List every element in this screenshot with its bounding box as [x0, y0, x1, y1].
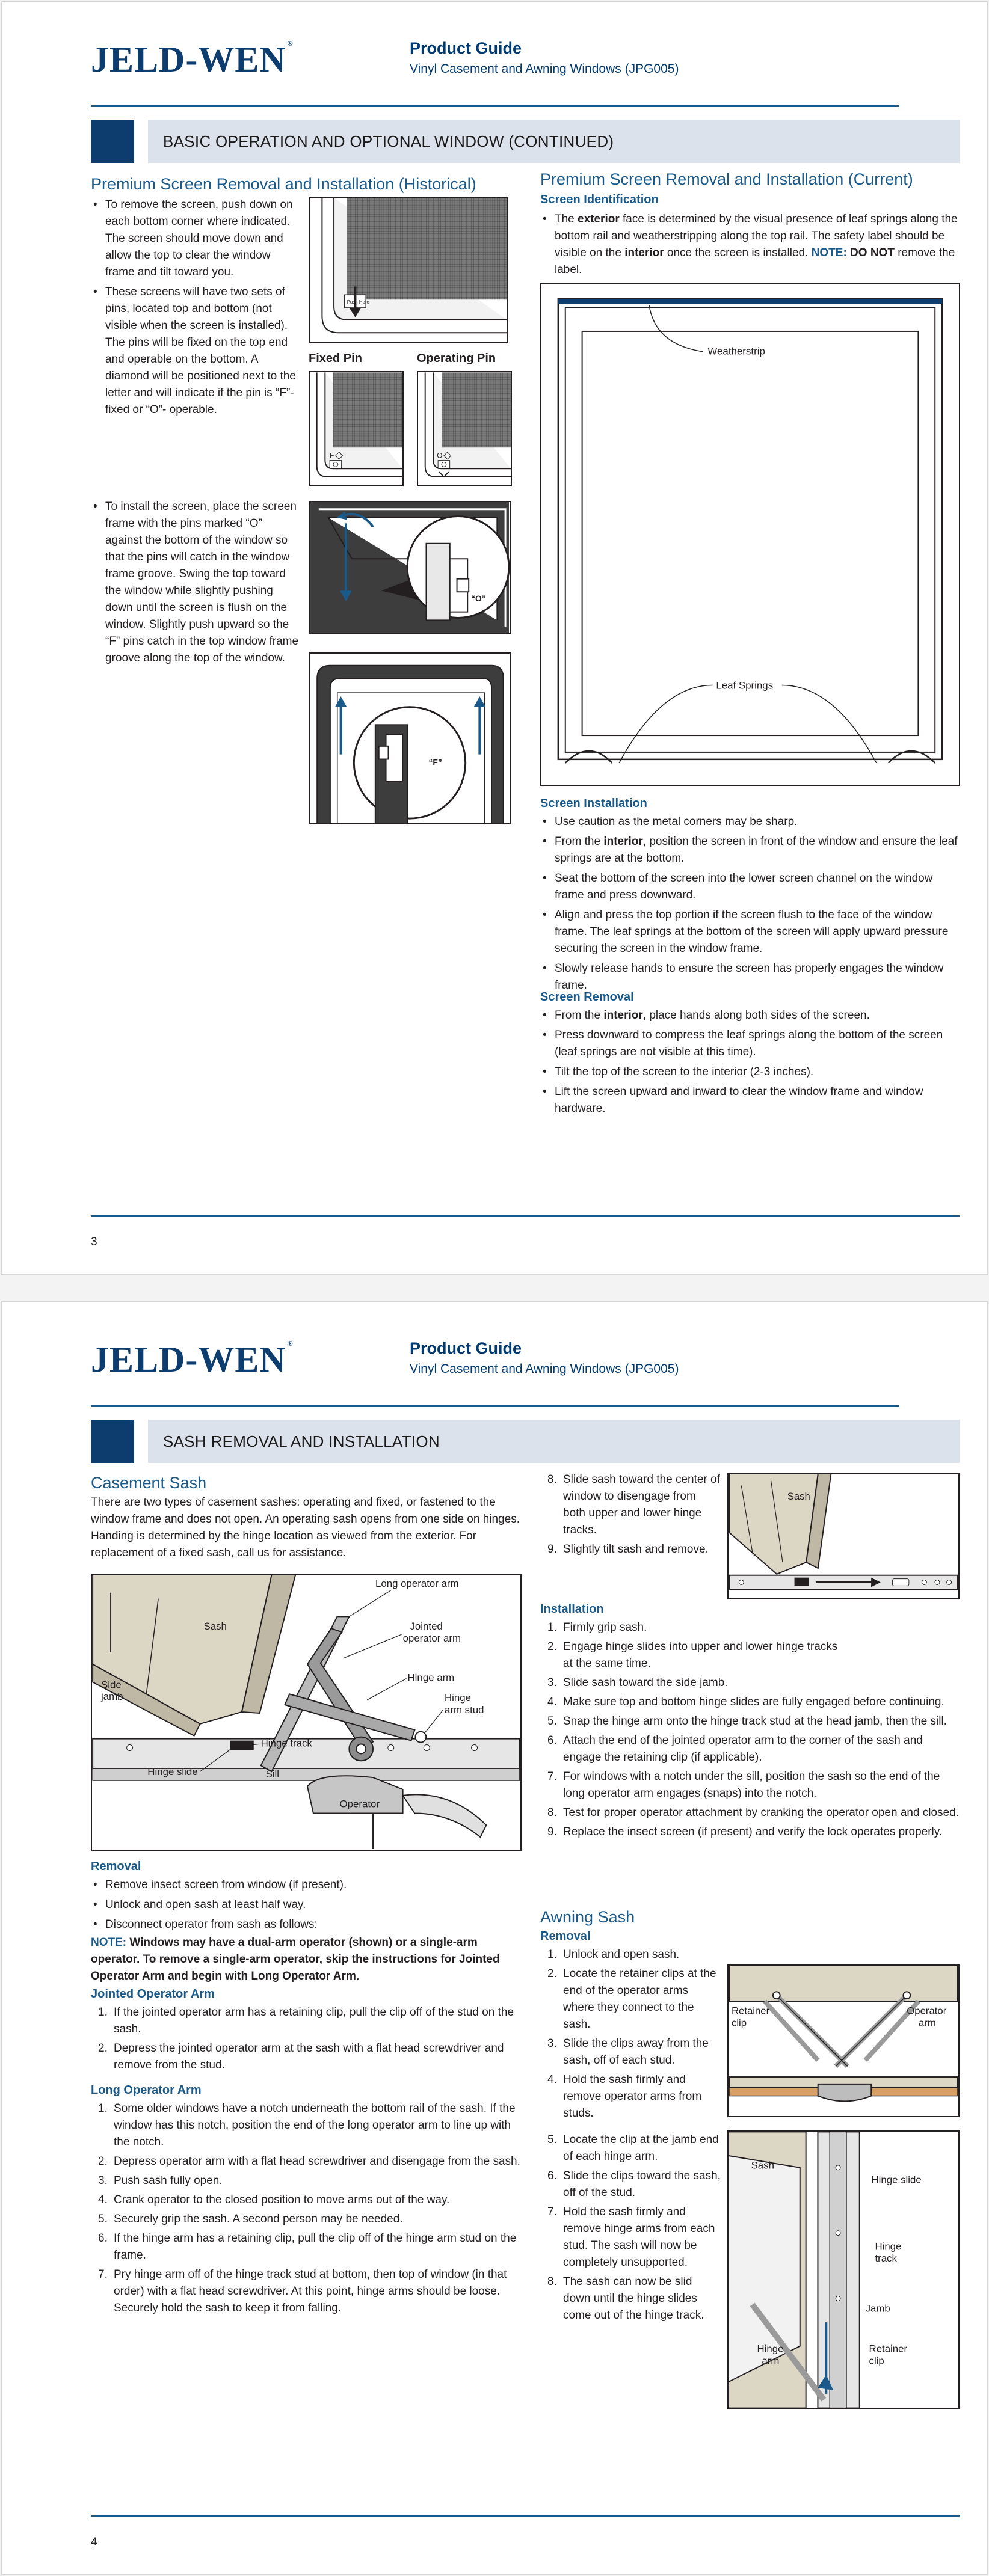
fixed-pin-figure: [309, 371, 404, 486]
awning-hinge-figure: [727, 2130, 960, 2409]
historical-heading: Premium Screen Removal and Installation (Historical): [91, 175, 476, 193]
fig-hinge-arm-1: Hinge: [757, 2343, 784, 2355]
screen-install-list: [540, 814, 961, 997]
header-rule: [91, 105, 899, 107]
list-item: If the hinge arm has a retaining clip, pull the clip off of the hinge arm stud on the frame.: [114, 2232, 517, 2262]
list-item: Pry hinge arm off of the hinge track stud at bottom, then top of window (in that order) with a flat head screwdriver. At this point, hinge arms should be loose. Securely hold the sash to keep it from falling.: [114, 2268, 507, 2314]
current-heading: Premium Screen Removal and Installation (Current): [540, 170, 913, 188]
list-item: If the jointed operator arm has a retaining clip, pull the clip off of the stud on the sash.: [114, 2006, 514, 2035]
fig-long-arm: Long operator arm: [375, 1577, 459, 1589]
historical-removal-list: [91, 197, 301, 422]
fig-hinge-arm-2: arm: [762, 2355, 780, 2367]
svg-text:“O”: “O”: [471, 593, 486, 603]
svg-text:O: O: [437, 452, 443, 460]
operating-pin-caption: Operating Pin: [417, 352, 496, 365]
list-item: Attach the end of the jointed operator arm to the corner of the sash and engage the retaining clip (if applicable).: [563, 1734, 923, 1764]
header-title: Product Guide: [410, 1339, 522, 1357]
jointed-arm-heading: Jointed Operator Arm: [91, 1987, 215, 2001]
list-item: • To install the screen, place the screen frame with the pins marked “O” against the bottom of the window so that the pins will catch in the window frame groove. Swing the top toward the window while slightly pushing down until the screen is flush on the window. Slightly push upward so the “F” pins catch in the top window frame groove along the top of the window.: [91, 498, 301, 667]
list-item: • Unlock and open sash at least half way.: [91, 1897, 522, 1913]
list-item: • The exterior face is determined by the visual presence of leaf springs along the bottom rail and weatherstripping along the top rail. The safety label should be visible on the interior once the screen is installed. NOTE: DO NOT remove the label.: [540, 211, 961, 278]
fig-side-jamb-2: jamb: [100, 1691, 123, 1703]
removal-heading: Removal: [91, 1860, 141, 1873]
slide-sash-figure: [727, 1473, 960, 1599]
section-band: [91, 1420, 960, 1463]
list-item: • Slowly release hands to ensure the screen has properly engages the window frame.: [540, 960, 961, 994]
list-item: Push sash fully open.: [114, 2174, 223, 2187]
fig-retainer-2: clip: [731, 2017, 747, 2029]
list-item: The sash can now be slid down until the hinge slides come out of the hinge track.: [563, 2275, 704, 2322]
fig-retainer-clip-1: Retainer: [869, 2343, 908, 2355]
awning-heading: Awning Sash: [540, 1908, 635, 1926]
svg-text:F: F: [330, 452, 334, 460]
install-top-pins-figure: [309, 652, 511, 824]
fixed-pin-caption: Fixed Pin: [309, 352, 362, 365]
page-3: [1, 1, 988, 1275]
list-item: Replace the insect screen (if present) and verify the lock operates properly.: [563, 1826, 943, 1838]
screen-corner-figure: [309, 197, 508, 343]
section-band: [91, 120, 960, 163]
install-steps: [540, 1619, 961, 1843]
list-item: Hold the sash firmly and remove hinge arms from each stud. The sash will now be completely unsupported.: [563, 2206, 715, 2269]
leaf-springs-label: Leaf Springs: [716, 679, 774, 692]
fig-operator-2: arm: [919, 2017, 936, 2029]
list-item: Depress the jointed operator arm at the sash with a flat head screwdriver and remove from the stud.: [114, 2042, 504, 2072]
fig-hinge-slide: Hinge slide: [871, 2174, 922, 2186]
fig-sill: Sill: [265, 1768, 280, 1780]
section-title: SASH REMOVAL AND INSTALLATION: [163, 1432, 440, 1450]
list-item: • Use caution as the metal corners may be sharp.: [540, 814, 961, 830]
screen-install-heading: Screen Installation: [540, 797, 647, 810]
list-item: Hold the sash firmly and remove operator arms from studs.: [563, 2073, 702, 2120]
jointed-arm-steps: [91, 2004, 522, 2076]
casement-heading: Casement Sash: [91, 1474, 207, 1492]
header-subtitle: Vinyl Casement and Awning Windows (JPG005): [410, 1362, 679, 1376]
list-item: Unlock and open sash.: [563, 1948, 680, 1961]
awning-operator-figure: [727, 1964, 960, 2117]
long-arm-heading: Long Operator Arm: [91, 2084, 202, 2097]
operating-pin-figure: [417, 371, 512, 486]
fig-retainer-1: Retainer: [731, 2005, 770, 2017]
screen-removal-heading: Screen Removal: [540, 990, 634, 1004]
fig-jointed-arm-1: Jointed: [410, 1621, 443, 1633]
fig-hinge-sash: Sash: [751, 2159, 774, 2171]
sash-removal-steps-cont: [540, 1471, 721, 1560]
fig-hinge-arm: Hinge arm: [407, 1672, 455, 1684]
svg-text:“F”: “F”: [428, 758, 442, 767]
casement-hardware-figure: [91, 1574, 522, 1851]
fig-hinge-track-1: Hinge: [875, 2240, 902, 2252]
list-item: Slide the clips toward the sash, off of the stud.: [563, 2170, 721, 2199]
footer-rule: [91, 1215, 960, 1217]
footer-rule: [91, 2515, 960, 2517]
screen-id-heading: Screen Identification: [540, 193, 659, 206]
list-item: • To remove the screen, push down on each bottom corner where indicated. The screen should move down and allow the top to clear the window frame and tilt toward you.: [91, 197, 301, 281]
fig-operator-1: Operator: [907, 2005, 947, 2017]
page-number: 4: [91, 2536, 97, 2548]
list-item: Slide the clips away from the sash, off of each stud.: [563, 2037, 709, 2067]
list-item: Engage hinge slides into upper and lower hinge tracks at the same time.: [563, 1640, 838, 1670]
list-item: • Lift the screen upward and inward to clear the window frame and window hardware.: [540, 1084, 961, 1117]
list-item: Crank operator to the closed position to move arms out of the way.: [114, 2194, 450, 2206]
list-item: • Press downward to compress the leaf springs along the bottom of the screen (leaf springs are not visible at this time).: [540, 1027, 961, 1061]
list-item: • These screens will have two sets of pins, located top and bottom (not visible when the screen is installed). The pins will be fixed on the top end and operable on the bottom. A diamond will be positioned next to the letter and will indicate if the pin is “F”- fixed or “O”- operable.: [91, 284, 301, 419]
screen-identification-figure: [540, 283, 960, 786]
header-subtitle: Vinyl Casement and Awning Windows (JPG005): [410, 62, 679, 76]
header-title: Product Guide: [410, 39, 522, 57]
fig-side-jamb-1: Side: [100, 1679, 122, 1691]
fig-hinge-slide: Hinge slide: [147, 1766, 198, 1778]
page-number: 3: [91, 1236, 97, 1248]
list-item: For windows with a notch under the sill, position the sash so the end of the long operator arm engages (snaps) into the notch.: [563, 1770, 940, 1800]
list-item: • Seat the bottom of the screen into the lower screen channel on the window frame and press downward.: [540, 870, 961, 904]
historical-install-list: [91, 498, 301, 670]
list-item: • Align and press the top portion if the screen flush to the face of the window frame. The leaf springs at the bottom of the screen will apply upward pressure securing the screen in the window frame.: [540, 907, 961, 957]
removal-list: [91, 1877, 522, 1936]
fig-slide-sash: Sash: [787, 1491, 810, 1503]
list-item: Snap the hinge arm onto the hinge track stud at the head jamb, then the sill.: [563, 1715, 947, 1728]
install-heading: Installation: [540, 1602, 604, 1616]
awning-removal-steps-b: [540, 2132, 721, 2326]
list-item: • From the interior, place hands along both sides of the screen.: [540, 1007, 961, 1024]
list-item: Locate the clip at the jamb end of each hinge arm.: [563, 2133, 719, 2163]
install-bottom-pins-figure: [309, 501, 511, 634]
list-item: Slide sash toward the center of window to disengage from both upper and lower hinge tracks.: [563, 1473, 720, 1536]
list-item: Make sure top and bottom hinge slides are fully engaged before continuing.: [563, 1696, 944, 1708]
awning-removal-steps-a: [540, 1946, 721, 2124]
fig-sash: Sash: [203, 1621, 227, 1633]
list-item: Locate the retainer clips at the end of the operator arms where they connect to the sash.: [563, 1967, 716, 2031]
list-item: • Disconnect operator from sash as follows:: [91, 1916, 522, 1933]
dual-arm-note: NOTE: Windows may have a dual-arm operator (shown) or a single-arm operator. To remove a single-arm operator, skip the instructions for Jointed Operator Arm and begin with Long Operator Arm.: [91, 1936, 500, 1983]
page-4: [1, 1301, 988, 2575]
list-item: • Tilt the top of the screen to the interior (2-3 inches).: [540, 1064, 961, 1081]
weatherstrip-label: Weatherstrip: [707, 345, 765, 357]
list-item: Test for proper operator attachment by cranking the operator open and closed.: [563, 1806, 960, 1819]
svg-text:Push Here: Push Here: [347, 299, 369, 305]
awning-removal-heading: Removal: [540, 1930, 591, 1943]
fig-hinge-track: Hinge track: [260, 1737, 312, 1749]
brand-logo: JELD-WEN ®: [91, 1339, 294, 1379]
fig-retainer-clip-2: clip: [869, 2355, 884, 2367]
list-item: Some older windows have a notch underneath the bottom rail of the sash. If the window has this notch, position the end of the long operator arm to line up with the notch.: [114, 2102, 516, 2148]
screen-id-list: [540, 211, 961, 281]
fig-hinge-stud-1: Hinge: [444, 1692, 472, 1704]
screen-removal-list: [540, 1007, 961, 1120]
section-title: BASIC OPERATION AND OPTIONAL WINDOW (CONTINUED): [163, 132, 614, 150]
casement-intro: There are two types of casement sashes: operating and fixed, or fastened to the window frame and does not open. An operating sash opens from one side on hinges. Handing is determined by the hinge location as viewed from the exterior. For replacement of a fixed sash, call us for assistance.: [91, 1496, 520, 1559]
list-item: Slide sash toward the side jamb.: [563, 1676, 728, 1689]
long-arm-steps: [91, 2100, 522, 2319]
header-rule: [91, 1405, 899, 1407]
fig-jointed-arm-2: operator arm: [402, 1633, 461, 1645]
fig-jamb: Jamb: [865, 2302, 890, 2314]
fig-hinge-track-2: track: [875, 2252, 897, 2265]
list-item: Slightly tilt sash and remove.: [563, 1543, 709, 1556]
fig-operator: Operator: [339, 1798, 380, 1810]
list-item: Securely grip the sash. A second person may be needed.: [114, 2213, 403, 2225]
brand-logo: JELD-WEN ®: [91, 39, 294, 79]
list-item: Depress operator arm with a flat head screwdriver and disengage from the sash.: [114, 2155, 520, 2168]
list-item: • From the interior, position the screen in front of the window and ensure the leaf springs are at the bottom.: [540, 833, 961, 867]
fig-hinge-stud-2: arm stud: [444, 1704, 484, 1716]
list-item: • Remove insect screen from window (if present).: [91, 1877, 522, 1894]
list-item: Firmly grip sash.: [563, 1621, 647, 1634]
